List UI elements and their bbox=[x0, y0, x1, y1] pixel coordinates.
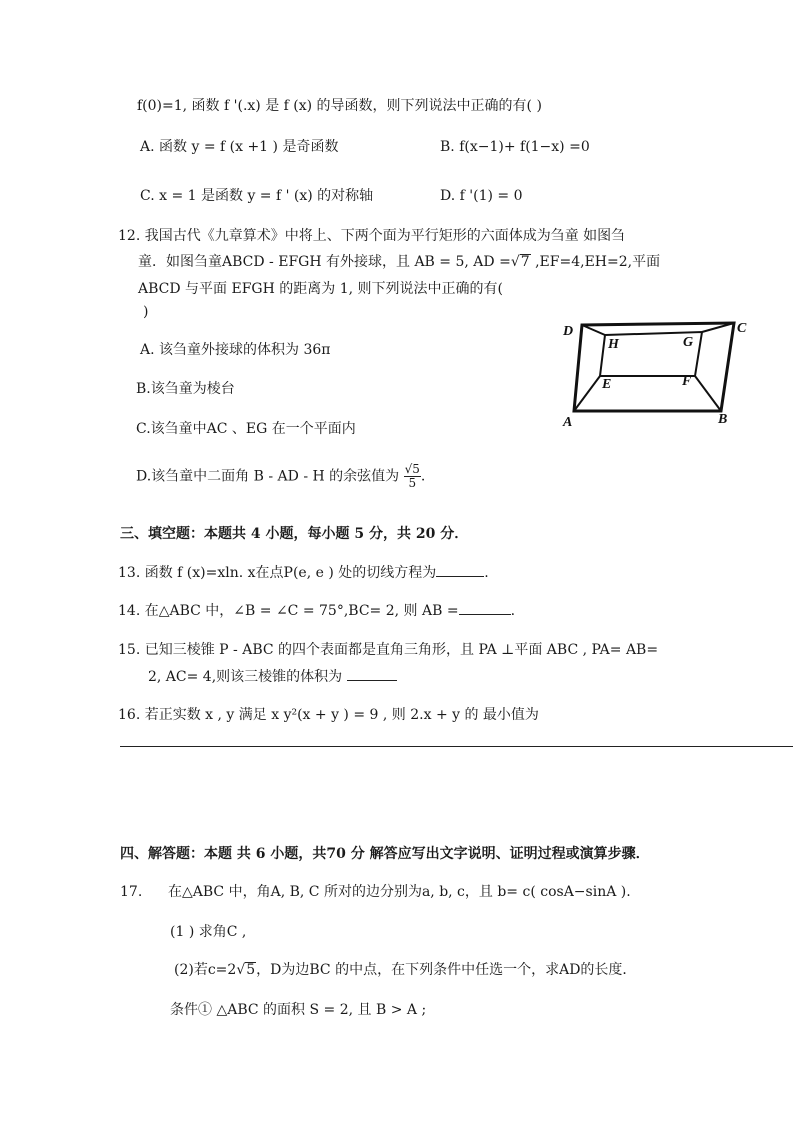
chutong-figure bbox=[558, 316, 758, 431]
vertex-label-e: E bbox=[602, 377, 612, 392]
q17-part1: (1 ) 求角C , bbox=[170, 924, 247, 940]
q15-line1: 15. 已知三棱锥 P - ABC 的四个表面都是直角三角形，且 PA ⊥平面 ABC , PA= AB= bbox=[118, 642, 659, 658]
q12-option-d-post: . bbox=[420, 468, 426, 485]
fraction-denominator: 5 bbox=[408, 476, 417, 490]
q12-option-d bbox=[136, 463, 425, 490]
vertex-label-g: G bbox=[683, 335, 694, 350]
answer-blank bbox=[347, 667, 397, 681]
q11-option-c: C. x = 1 是函数 y = f ' (x) 的对称轴 bbox=[140, 188, 374, 204]
vertex-label-c: C bbox=[737, 321, 747, 336]
fraction bbox=[404, 463, 421, 490]
q12-option-b: B.该刍童为棱台 bbox=[136, 381, 235, 397]
q12-option-d-pre: D.该刍童中二面角 B - AD - H 的余弦值为 bbox=[136, 468, 400, 485]
q12-line4: ) bbox=[143, 304, 149, 320]
q15-line2 bbox=[148, 667, 397, 686]
q11-option-d: D. f '(1) = 0 bbox=[440, 188, 523, 204]
q17-radicand: 5 bbox=[246, 962, 256, 978]
q12-line2-post: ,EF=4,EH=2,平面 bbox=[530, 254, 661, 270]
q12-line1: 12. 我国古代《九章算术》中将上、下两个面为平行矩形的六面体成为刍童 如图刍 bbox=[118, 228, 626, 244]
q12-line2-pre: 童．如图刍童ABCD - EFGH 有外接球，且 AB = 5, AD = bbox=[138, 254, 511, 270]
q12-option-c: C.该刍童中AC 、EG 在一个平面内 bbox=[136, 421, 356, 437]
sqrt-sign: √ bbox=[236, 962, 246, 978]
q11-option-b: B. f(x−1)+ f(1−x) =0 bbox=[440, 139, 590, 155]
q17-condition1: 条件① △ABC 的面积 S = 2, 且 B > A ; bbox=[170, 1002, 427, 1018]
edge-bf bbox=[695, 376, 721, 411]
q17-part2-post: ，D为边BC 的中点，在下列条件中任选一个，求AD的长度． bbox=[256, 962, 637, 978]
q17-stem: 在△ABC 中，角A, B, C 所对的边分别为a, b, c，且 b= c( cosA−sinA ). bbox=[168, 884, 631, 900]
fraction-numerator: √5 bbox=[404, 462, 420, 476]
q12-radicand: 7 bbox=[520, 254, 530, 270]
sqrt-sign: √ bbox=[510, 254, 520, 270]
q14: 14. 在△ABC 中，∠B = ∠C = 75°,BC= 2, 则 AB = . bbox=[118, 603, 516, 619]
section3-heading: 三、填空题：本题共 4 小题，每小题 5 分，共 20 分． bbox=[120, 526, 469, 542]
vertex-label-b: B bbox=[718, 412, 728, 427]
section4-heading: 四、解答题：本题 共 6 小题，共70 分 解答应写出文字说明、证明过程或演算步骤． bbox=[120, 846, 650, 862]
answer-blank bbox=[459, 601, 511, 615]
q17-part2 bbox=[174, 961, 636, 979]
q15-line2-text: 2, AC= 4,则该三棱锥的体积为 bbox=[148, 669, 343, 685]
q14-text: 14. 在△ABC 中，∠B = ∠C = 75°,BC= 2, 则 AB = bbox=[118, 603, 459, 619]
q12-option-a: A. 该刍童外接球的体积为 36π bbox=[140, 342, 331, 358]
edge-dh bbox=[582, 325, 605, 335]
vertex-label-d: D bbox=[563, 324, 574, 339]
vertex-label-h: H bbox=[608, 337, 619, 352]
vertex-label-a: A bbox=[563, 415, 573, 430]
q17-part2-pre: (2)若c=2 bbox=[174, 962, 237, 978]
q11-stem: f(0)=1, 函数 f '(.x) 是 f (x) 的导函数，则下列说法中正确的有( ) bbox=[137, 98, 542, 114]
horizontal-rule bbox=[120, 746, 793, 747]
q11-option-a: A. 函数 y = f (x +1 ) 是奇函数 bbox=[140, 139, 339, 155]
figure-lines bbox=[574, 323, 734, 411]
q13-text: 13. 函数 f (x)=xln. x在点P(e, e ) 处的切线方程为 bbox=[118, 565, 437, 581]
q12-line3: ABCD 与平面 EFGH 的距离为 1, 则下列说法中正确的有( bbox=[138, 281, 503, 297]
answer-blank bbox=[436, 563, 484, 577]
q12-line2 bbox=[138, 253, 660, 271]
vertex-label-f: F bbox=[682, 374, 692, 389]
q17-number: 17. bbox=[120, 884, 143, 900]
q13: 13. 函数 f (x)=xln. x在点P(e, e ) 处的切线方程为 . bbox=[118, 565, 489, 581]
q16: 16. 若正实数 x , y 满足 x y²(x + y ) = 9 , 则 2.x + y 的 最小值为 bbox=[118, 707, 539, 723]
